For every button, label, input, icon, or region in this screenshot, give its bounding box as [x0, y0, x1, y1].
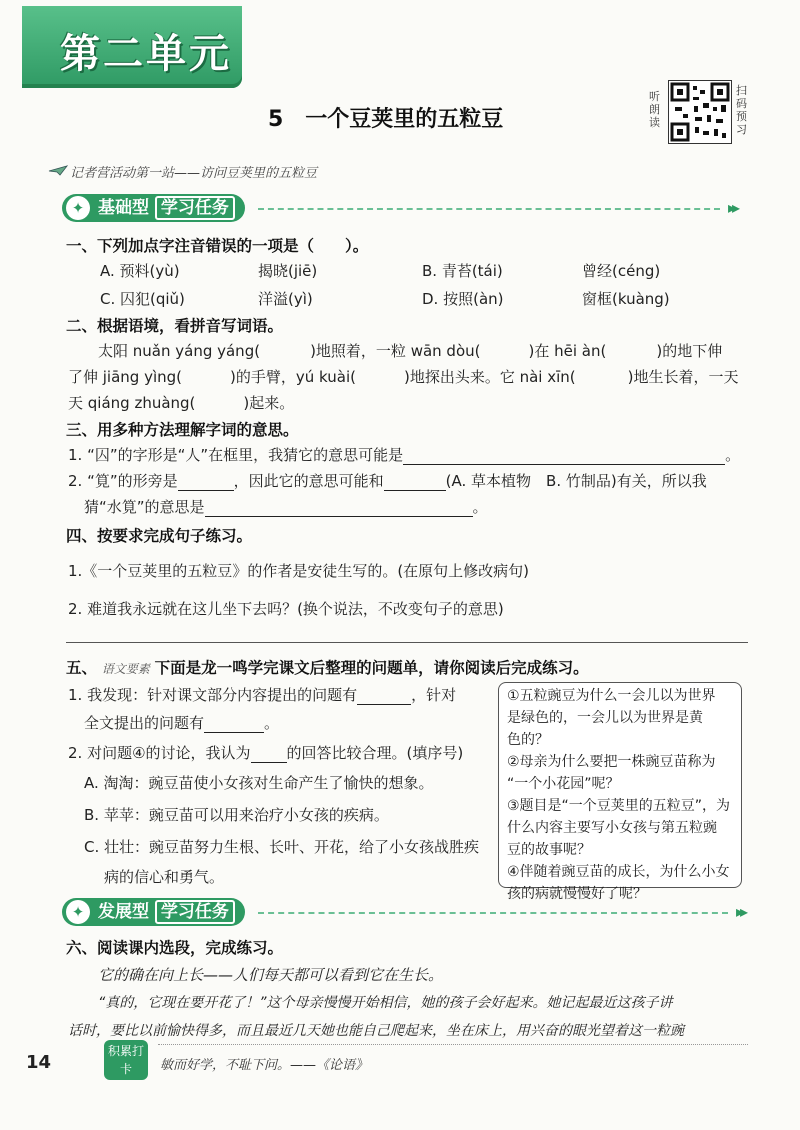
answer-blank[interactable]	[205, 498, 473, 517]
q5-item1	[68, 684, 456, 705]
q5-number: 五、	[66, 659, 98, 677]
q2-text: )起来。	[243, 394, 295, 412]
advanced-task-label: 发展型	[98, 902, 149, 922]
passage-line: 它的确在向上长——人们每天都可以看到它在生长。	[98, 966, 444, 984]
q3-text: ，因此它的意思可能和	[233, 472, 384, 490]
q2-text: 天 qiáng zhuàng(	[68, 394, 196, 412]
q5-item2	[68, 742, 463, 763]
q5-text: 1. 我发现：针对课文部分内容提出的问题有	[68, 686, 358, 704]
q2-text: )地探出头来。它 nài xīn(	[403, 368, 576, 386]
q2-text: )地生长着，一天	[627, 368, 739, 386]
q1-option: B. 青苔(tái)	[422, 262, 503, 280]
divider	[258, 208, 720, 210]
q1-option: 窗框(kuàng)	[582, 290, 670, 308]
footer-quote: 敏而好学，不耻下问。——《论语》	[160, 1058, 369, 1073]
question-line: 豆的故事呢？	[507, 842, 591, 858]
q1-option: A. 预料(yù)	[100, 262, 180, 280]
divider	[258, 912, 728, 914]
answer-line[interactable]	[66, 642, 748, 643]
double-arrow-icon: ▸▸	[736, 902, 745, 921]
q1-option: 洋溢(yì)	[258, 290, 313, 308]
question-line: ③题目是“一个豆荚里的五粒豆”，为	[507, 798, 731, 814]
q2-line3	[68, 392, 294, 413]
lightbulb-icon: ✦	[66, 900, 90, 924]
q3-item1	[68, 444, 740, 465]
q2-text: )地照着，一粒 wān dòu(	[310, 342, 481, 360]
q3-item2-cont	[84, 496, 488, 517]
plane-icon	[48, 164, 68, 176]
answer-blank[interactable]	[403, 446, 725, 465]
learning-task-label: 学习任务	[155, 196, 235, 220]
q5-option-c: C. 壮壮：豌豆苗努力生根、长叶、开花，给了小女孩战胜疾	[84, 838, 480, 856]
question-line: ②母亲为什么要把一株豌豆苗称为	[507, 754, 716, 770]
qr-code-icon[interactable]	[668, 80, 732, 144]
q5-option-b: B. 苹苹：豌豆苗可以用来治疗小女孩的疾病。	[84, 806, 389, 824]
answer-blank[interactable]	[204, 714, 264, 733]
qr-right-label: 扫码预习	[736, 84, 747, 136]
q5-option-a: A. 淘淘：豌豆苗使小女孩对生命产生了愉快的想象。	[84, 774, 434, 792]
q1-option: 曾经(céng)	[582, 262, 661, 280]
q1-option: 揭晓(jiē)	[258, 262, 318, 280]
q3-text: 。	[472, 498, 488, 516]
answer-blank[interactable]	[384, 472, 446, 491]
q5-text: 全文提出的问题有	[84, 714, 205, 732]
q2-heading: 二、根据语境，看拼音写词语。	[66, 317, 284, 335]
q3-text: 1. “囚”的字形是“人”在框里，我猜它的意思可能是	[68, 446, 404, 464]
q5-text: ，针对	[411, 686, 457, 704]
passage-line: “真的，它现在要开花了！”这个母亲慢慢开始相信，她的孩子会好起来。她记起最近这孩子讲	[98, 995, 673, 1011]
q2-text: )的地下伸	[656, 342, 723, 360]
q1-heading: 一、下列加点字注音错误的一项是（ ）。	[66, 237, 369, 255]
q5-title: 下面是龙一鸣学完课文后整理的问题单，请你阅读后完成练习。	[154, 659, 589, 677]
basic-task-label: 基础型	[98, 198, 149, 218]
q5-tag: 语文要素	[101, 662, 150, 676]
q3-text: 猜“水筧”的意思是	[84, 498, 205, 516]
question-line: 什么内容主要写小女孩与第五粒豌	[507, 820, 717, 836]
q3-text: 。	[725, 446, 741, 464]
question-line: ④伴随着豌豆苗的成长，为什么小女	[507, 864, 730, 880]
q2-text: )在 hēi àn(	[528, 342, 607, 360]
basic-task-pill	[62, 194, 245, 222]
q4-item1: 1.《一个豆荚里的五粒豆》的作者是安徒生写的。(在原句上修改病句)	[68, 562, 530, 580]
q3-heading: 三、用多种方法理解字词的意思。	[66, 421, 299, 439]
q2-text: 太阳 nuǎn yáng yáng(	[98, 342, 261, 360]
double-arrow-icon: ▸▸	[728, 198, 737, 217]
unit-title: 第二单元	[60, 31, 232, 77]
answer-blank[interactable]	[251, 744, 287, 763]
q5-text: 。	[264, 714, 280, 732]
footer-divider	[158, 1044, 748, 1045]
q6-heading: 六、阅读课内选段，完成练习。	[66, 939, 284, 957]
q5-item1-cont	[84, 712, 279, 733]
q5-option-c-cont: 病的信心和勇气。	[104, 868, 225, 886]
answer-blank[interactable]	[178, 472, 234, 491]
lesson-title: 5 一个豆荚里的五粒豆	[268, 107, 504, 132]
learning-task-label: 学习任务	[155, 900, 235, 924]
answer-blank[interactable]	[357, 686, 411, 705]
q1-option: C. 囚犯(qiǔ)	[100, 290, 185, 308]
q3-item2	[68, 470, 707, 491]
question-line: 是绿色的，一会儿以为世界是黄	[507, 710, 703, 726]
q3-text: (A. 草本植物 B. 竹制品)有关，所以我	[445, 472, 707, 490]
q4-heading: 四、按要求完成句子练习。	[66, 527, 253, 545]
qr-left-label: 听朗读	[649, 90, 660, 129]
q2-text: 了伸 jiāng yìng(	[68, 368, 183, 386]
question-list-box	[498, 682, 742, 902]
question-line: “一个小花园”呢？	[507, 776, 620, 792]
accumulate-tag: 积累打卡	[104, 1040, 148, 1080]
page-number: 14	[26, 1052, 52, 1073]
advanced-task-pill	[62, 898, 245, 926]
passage-line: 话时，要比以前愉快得多，而且最近几天她也能自己爬起来，坐在床上，用兴奋的眼光望着这一粒豌	[68, 1023, 684, 1039]
q3-text: 2. “筧”的形旁是	[68, 472, 178, 490]
q4-item2: 2. 难道我永远就在这儿坐下去吗？(换个说法，不改变句子的意思)	[68, 600, 504, 618]
q5-text: 2. 对问题④的讨论，我认为	[68, 744, 251, 762]
question-line: ①五粒豌豆为什么一会儿以为世界	[507, 688, 716, 704]
q2-line2	[68, 366, 739, 387]
q2-text: )的手臂，yú kuài(	[230, 368, 356, 386]
q5-text: 的回答比较合理。(填序号)	[286, 744, 464, 762]
camp-activity-line: 记者营活动第一站——访问豆荚里的五粒豆	[70, 166, 318, 181]
question-line: 孩的病就慢慢好了呢？	[507, 886, 647, 902]
q5-heading	[66, 656, 589, 678]
q2-line1	[98, 340, 722, 361]
q1-option: D. 按照(àn)	[422, 290, 504, 308]
question-line: 色的？	[507, 732, 549, 748]
lightbulb-icon: ✦	[66, 196, 90, 220]
